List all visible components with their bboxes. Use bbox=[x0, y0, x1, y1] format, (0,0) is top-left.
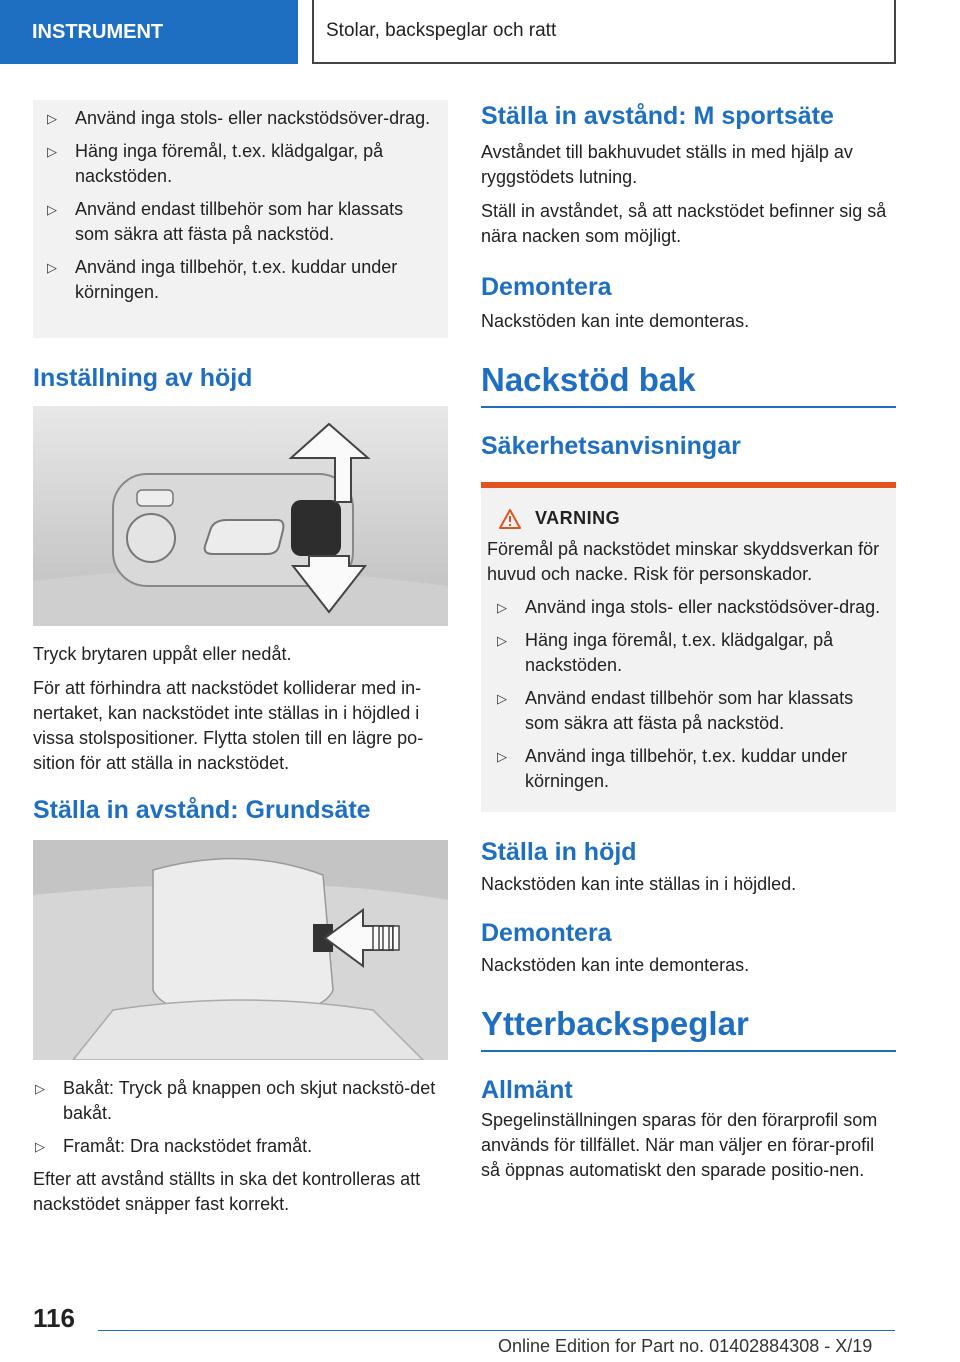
mirrors-heading: Ytterbackspeglar bbox=[481, 1002, 896, 1052]
distance-note: Efter att avstånd ställts in ska det kontrolleras att nackstödet snäpper fast korrekt. bbox=[33, 1169, 421, 1214]
height-note: För att förhindra att nackstödet kolliderar med in-nertaket, kan nackstödet inte ställas in i höjdled i vissa stolspositioner. Flytta stolen till en lägre po-sition för att ställa in nackstödet. bbox=[33, 678, 424, 773]
page-number: 116 bbox=[33, 1303, 75, 1333]
remove-text: Nackstöden kan inte demonteras. bbox=[481, 311, 750, 331]
triangle-bullet-icon: ▷ bbox=[497, 600, 507, 615]
distance-list bbox=[33, 1076, 448, 1159]
right-column bbox=[481, 100, 896, 1192]
list-item: ▷ Häng inga föremål, t.ex. klädgalgar, på nackstöden. bbox=[497, 630, 834, 675]
remove-rear-heading: Demontera bbox=[481, 919, 612, 947]
list-item: ▷ Framåt: Dra nackstödet framåt. bbox=[33, 1134, 448, 1159]
list-item: ▷ Använd endast tillbehör som har klassats som säkra att fästa på nackstöd. bbox=[497, 688, 854, 733]
msport-text-2: Ställ in avståndet, så att nackstödet befinner sig så nära nacken som möjligt. bbox=[481, 201, 887, 246]
list-item: ▷ Använd inga tillbehör, t.ex. kuddar under körningen. bbox=[497, 746, 848, 791]
list-item: ▷ Häng inga föremål, t.ex. klädgalgar, på nackstöden. bbox=[47, 141, 384, 186]
remove-rear-text: Nackstöden kan inte demonteras. bbox=[481, 955, 750, 975]
list-item: ▷ Använd endast tillbehör som har klassats som säkra att fästa på nackstöd. bbox=[47, 199, 404, 244]
triangle-bullet-icon: ▷ bbox=[47, 144, 57, 159]
set-height-heading: Ställa in höjd bbox=[481, 838, 637, 866]
general-heading: Allmänt bbox=[481, 1076, 573, 1104]
footer-divider bbox=[98, 1330, 895, 1331]
msport-text-1: Avståndet till bakhuvudet ställs in med hjälp av ryggstödets lutning. bbox=[481, 142, 853, 187]
list-item: ▷ Använd inga stols- eller nackstödsöver-drag. bbox=[45, 106, 436, 131]
triangle-bullet-icon: ▷ bbox=[497, 749, 507, 764]
safety-list bbox=[45, 106, 436, 305]
list-item: ▷ Bakåt: Tryck på knappen och skjut nackstö-det bakåt. bbox=[35, 1078, 436, 1123]
left-column bbox=[33, 100, 448, 1226]
height-heading: Inställning av höjd bbox=[33, 364, 253, 392]
list-item: ▷ Använd inga stols- eller nackstödsöver-drag. bbox=[495, 595, 890, 620]
edition-note: Online Edition for Part no. 01402884308 - X/19 bbox=[498, 1336, 873, 1356]
seat-switch-illustration bbox=[33, 406, 448, 626]
msport-heading: Ställa in avstånd: M sportsäte bbox=[481, 102, 834, 130]
triangle-bullet-icon: ▷ bbox=[47, 202, 57, 217]
warning-header bbox=[499, 508, 890, 529]
rear-headrest-heading: Nackstöd bak bbox=[481, 358, 896, 408]
warning-label: VARNING bbox=[535, 508, 621, 528]
safety-box bbox=[33, 100, 448, 338]
triangle-bullet-icon: ▷ bbox=[35, 1139, 45, 1154]
section-title: INSTRUMENT bbox=[32, 20, 164, 43]
remove-heading: Demontera bbox=[481, 273, 612, 301]
headrest-image bbox=[33, 840, 448, 1060]
set-height-text: Nackstöden kan inte ställas in i höjdled. bbox=[481, 874, 797, 894]
triangle-bullet-icon: ▷ bbox=[497, 691, 507, 706]
height-instruction: Tryck brytaren uppåt eller nedåt. bbox=[33, 644, 292, 664]
distance-heading: Ställa in avstånd: Grundsäte bbox=[33, 796, 371, 824]
chapter-title: Stolar, backspeglar och ratt bbox=[326, 20, 557, 41]
list-item: ▷ Använd inga tillbehör, t.ex. kuddar under körningen. bbox=[47, 257, 398, 302]
headrest-illustration bbox=[33, 840, 448, 1060]
warning-triangle-icon bbox=[499, 509, 521, 529]
warning-list bbox=[487, 595, 890, 794]
warning-box bbox=[481, 482, 896, 812]
general-text: Spegelinställningen sparas för den förarprofil som används för tillfället. När man väljer en förar-profil så öppnas automatiskt den sparade positio-nen. bbox=[481, 1110, 878, 1180]
warning-text: Föremål på nackstödet minskar skyddsverkan för huvud och nacke. Risk för personskador. bbox=[487, 539, 880, 584]
triangle-bullet-icon: ▷ bbox=[35, 1081, 45, 1096]
triangle-bullet-icon: ▷ bbox=[47, 260, 57, 275]
triangle-bullet-icon: ▷ bbox=[47, 111, 57, 126]
section-tab bbox=[0, 0, 298, 64]
safety-heading: Säkerhetsanvisningar bbox=[481, 432, 741, 460]
triangle-bullet-icon: ▷ bbox=[497, 633, 507, 648]
chapter-header bbox=[312, 0, 896, 64]
seat-switch-image bbox=[33, 406, 448, 626]
